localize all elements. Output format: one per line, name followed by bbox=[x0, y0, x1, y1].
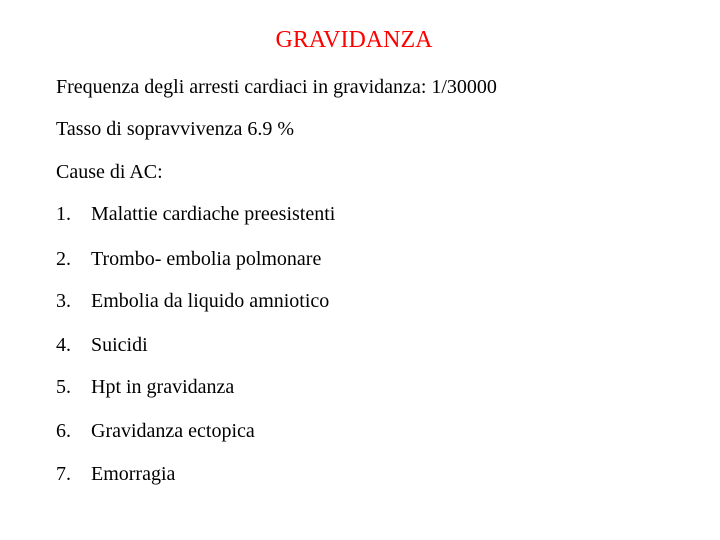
slide-title: GRAVIDANZA bbox=[275, 27, 433, 53]
list-item-text: Embolia da liquido amniotico bbox=[91, 290, 330, 312]
list-item bbox=[56, 418, 255, 444]
list-item-number: 5. bbox=[56, 376, 71, 398]
list-item-text: Suicidi bbox=[91, 334, 148, 356]
survival-line: Tasso di sopravvivenza 6.9 % bbox=[56, 118, 294, 140]
list-item-number: 6. bbox=[56, 420, 71, 442]
list-item bbox=[56, 332, 148, 358]
list-item-text: Gravidanza ectopica bbox=[91, 420, 255, 442]
list-item-number: 7. bbox=[56, 463, 71, 485]
list-item-number: 3. bbox=[56, 290, 71, 312]
frequency-line: Frequenza degli arresti cardiaci in gravidanza: 1/30000 bbox=[56, 76, 497, 98]
list-item-number: 1. bbox=[56, 203, 71, 225]
list-item bbox=[56, 246, 321, 272]
list-item-number: 4. bbox=[56, 334, 71, 356]
list-item bbox=[56, 288, 329, 314]
causes-heading: Cause di AC: bbox=[56, 161, 163, 183]
list-item-text: Emorragia bbox=[91, 463, 176, 485]
list-item bbox=[56, 201, 335, 227]
list-item-text: Trombo- embolia polmonare bbox=[91, 248, 322, 270]
list-item-number: 2. bbox=[56, 248, 71, 270]
list-item-text: Hpt in gravidanza bbox=[91, 376, 235, 398]
list-item bbox=[56, 461, 175, 487]
list-item bbox=[56, 374, 234, 400]
list-item-text: Malattie cardiache preesistenti bbox=[91, 203, 336, 225]
